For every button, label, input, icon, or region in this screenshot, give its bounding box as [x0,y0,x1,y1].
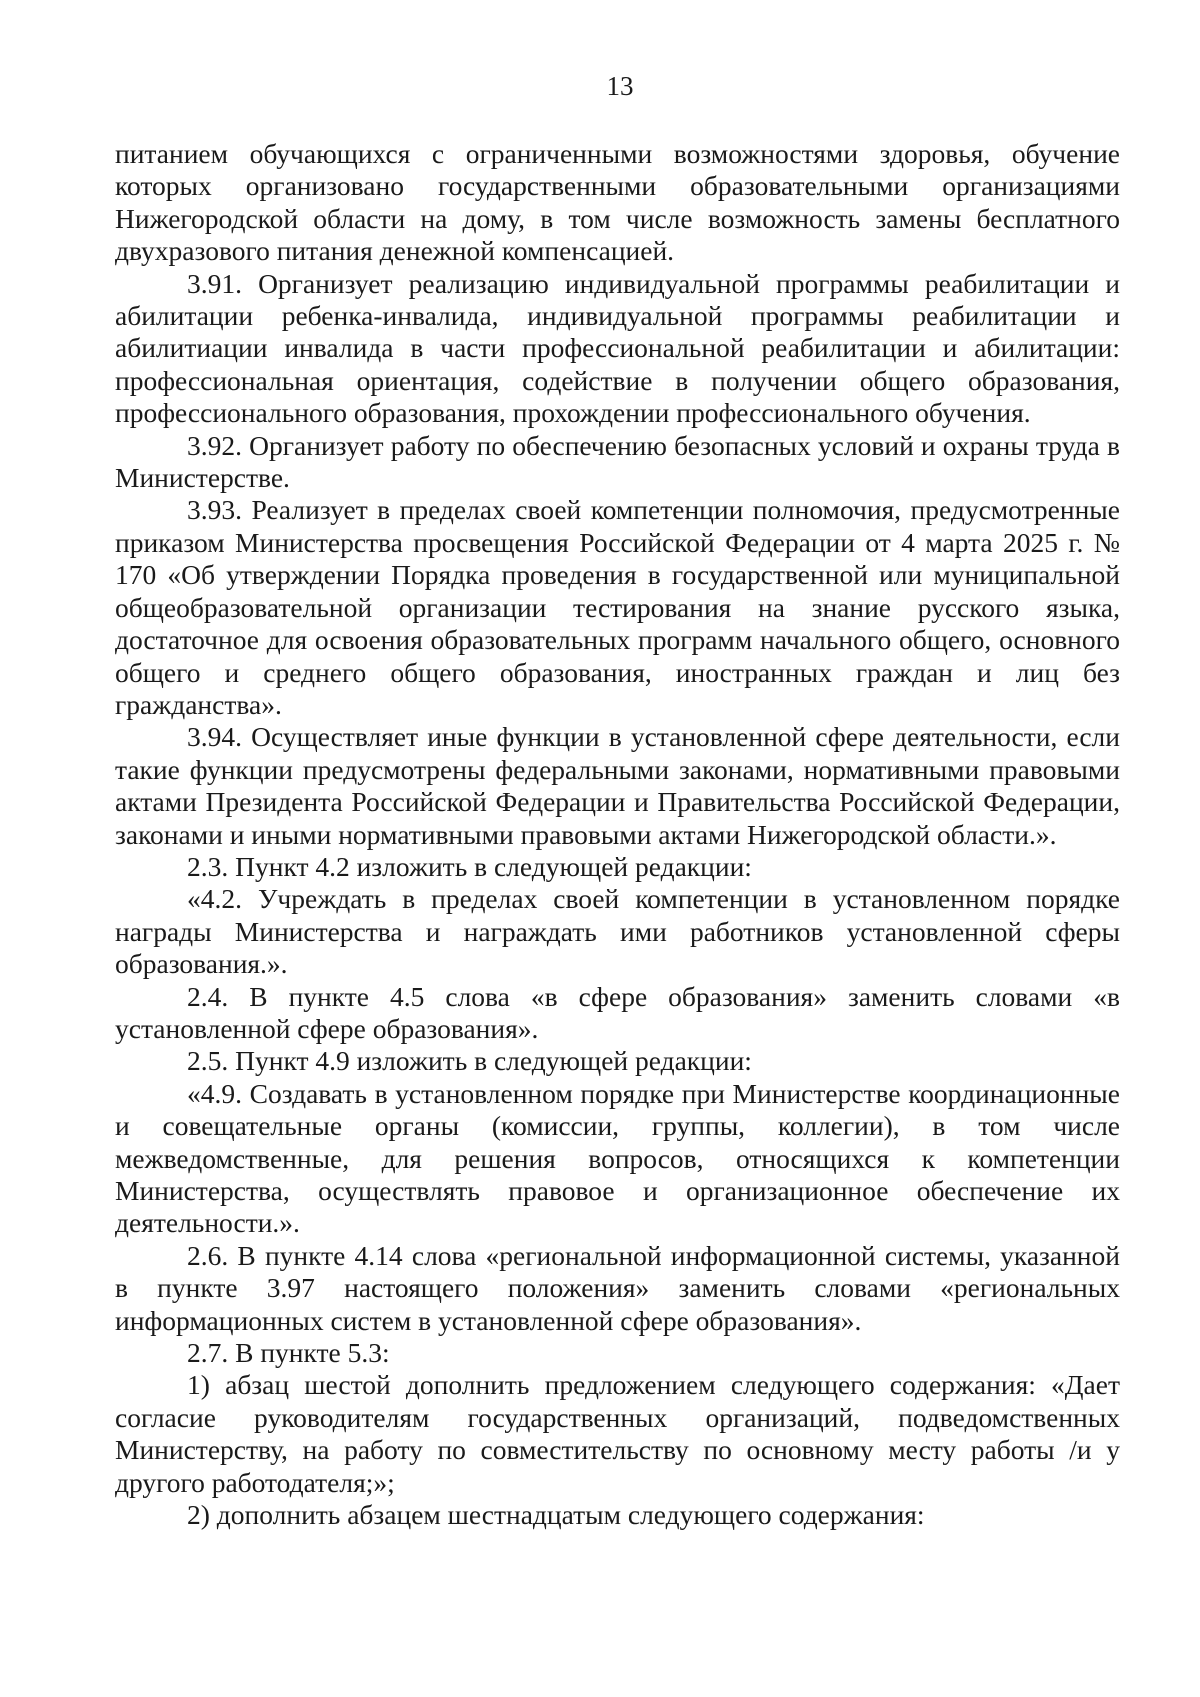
paragraph-3-92: 3.92. Организует работу по обеспечению безопасных условий и охраны труда в Министерстве. [115,429,1120,494]
paragraph-4-9: «4.9. Создавать в установленном порядке при Министерстве координационные и совещательные органы (комиссии, группы, коллегии), в том числе межведомственные, для решения вопросов, относящихся к компетенции Министерства, осуществлять правовое и организационное обеспечение их деятельности.». [115,1077,1120,1239]
document-body [115,138,1120,1531]
paragraph-2-5: 2.5. Пункт 4.9 изложить в следующей редакции: [187,1045,752,1077]
paragraph-3-91: 3.91. Организует реализацию индивидуальной программы реабилитации и абилитации ребенка-инвалида, индивидуальной программы реабилитации и абилитиации инвалида в части профессиональной реабилитации и абилитации: профессиональная ориентация, содействие в получении общего образования, профессионального образования, прохождении профессионального обучения. [115,267,1120,429]
paragraph-3-93: 3.93. Реализует в пределах своей компетенции полномочия, предусмотренные приказом Министерства просвещения Российской Федерации от 4 марта 2025 г. № 170 «Об утверждении Порядка проведения в государственной или муниципальной общеобразовательной организации тестирования на знание русского языка, достаточное для освоения образовательных программ начального общего, основного общего и среднего общего образования, иностранных граждан и лиц без гражданства». [115,494,1120,720]
paragraph-3-94: 3.94. Осуществляет иные функции в установленной сфере деятельности, если такие функции предусмотрены федеральными законами, нормативными правовыми актами Президента Российской Федерации и Правительства Российской Федерации, законами и иными нормативными правовыми актами Нижегородской области.». [115,721,1120,850]
paragraph-2-4: 2.4. В пункте 4.5 слова «в сфере образования» заменить словами «в установленной сфере образования». [115,980,1120,1044]
paragraph-item-1: 1) абзац шестой дополнить предложением следующего содержания: «Дает согласие руководителям государственных организаций, подведомственных Министерству, на работу по совместительству по основному месту работы /и у другого работодателя;»; [115,1369,1120,1498]
paragraph-continuation: питанием обучающихся с ограниченными возможностями здоровья, обучение которых организовано государственными образовательными организациями Нижегородской области на дому, в том числе возможность замены бесплатного двухразового питания денежной компенсацией. [115,138,1120,267]
paragraph-2-7: 2.7. В пункте 5.3: [187,1337,390,1369]
paragraph-2-3: 2.3. Пункт 4.2 изложить в следующей редакции: [187,850,752,882]
page-number: 13 [606,71,634,101]
paragraph-item-2: 2) дополнить абзацем шестнадцатым следующего содержания: [187,1499,925,1531]
paragraph-2-6: 2.6. В пункте 4.14 слова «региональной информационной системы, указанной в пункте 3.97 настоящего положения» заменить словами «региональных информационных систем в установленной сфере образования». [115,1239,1120,1336]
paragraph-4-2: «4.2. Учреждать в пределах своей компетенции в установленном порядке награды Министерства и награждать ими работников установленной сферы образования.». [115,883,1120,980]
